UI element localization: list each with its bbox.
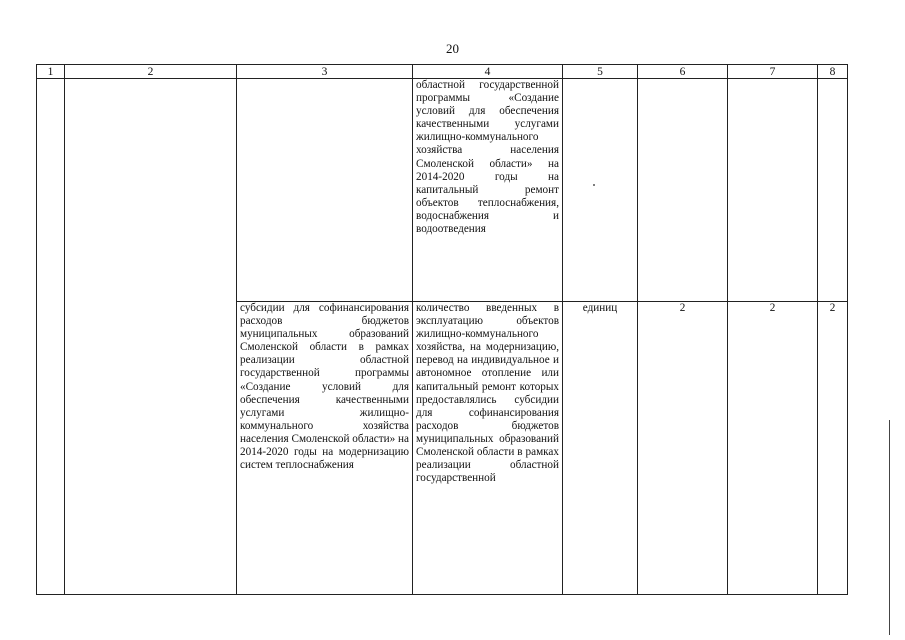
header-cell: 8 <box>818 65 848 79</box>
table-cell <box>65 79 237 595</box>
page-number: 20 <box>446 41 459 56</box>
indicator-table <box>36 64 848 595</box>
subsidy-description-cell: субсидии для софинансирования расходов бюджетов муниципальных образований Смоленской области в рамках реализации областной государственной программы «Создание условий для обеспечения качественными услугами жилищно-коммунального хозяйства населения Смоленской области» на 2014-2020 годы на модернизацию систем теплоснабжения <box>237 302 413 595</box>
value-cell: 2 <box>638 302 728 595</box>
scan-speck <box>593 184 595 186</box>
table-row <box>37 79 848 302</box>
indicator-cell: количество введенных в эксплуатацию объектов жилищно-коммунального хозяйства, на модернизацию, перевод на индивидуальное и автономное отопление или капитальный ремонт которых предоставлялись субсидии для софинансирования расходов бюджетов муниципальных образований Смоленской области в рамках реализации областной государственной <box>413 302 563 595</box>
table-cell <box>638 79 728 302</box>
table-header-row <box>37 65 848 79</box>
unit-cell: единиц <box>563 302 638 595</box>
header-cell: 7 <box>728 65 818 79</box>
table-cell <box>37 79 65 595</box>
value-cell: 2 <box>728 302 818 595</box>
table-cell <box>818 79 848 302</box>
table-cell <box>728 79 818 302</box>
header-cell: 4 <box>413 65 563 79</box>
indicator-cell: областной государственной программы «Создание условий для обеспечения качественными услугами жилищно-коммунального хозяйства населения Смоленской области» на 2014-2020 годы на капитальный ремонт объектов теплоснабжения, водоснабжения и водоотведения <box>413 79 563 302</box>
header-cell: 2 <box>65 65 237 79</box>
value-cell: 2 <box>818 302 848 595</box>
table-cell <box>237 79 413 302</box>
scan-edge-line <box>889 420 890 635</box>
header-cell: 6 <box>638 65 728 79</box>
header-cell: 5 <box>563 65 638 79</box>
header-cell: 1 <box>37 65 65 79</box>
table-cell <box>563 79 638 302</box>
header-cell: 3 <box>237 65 413 79</box>
